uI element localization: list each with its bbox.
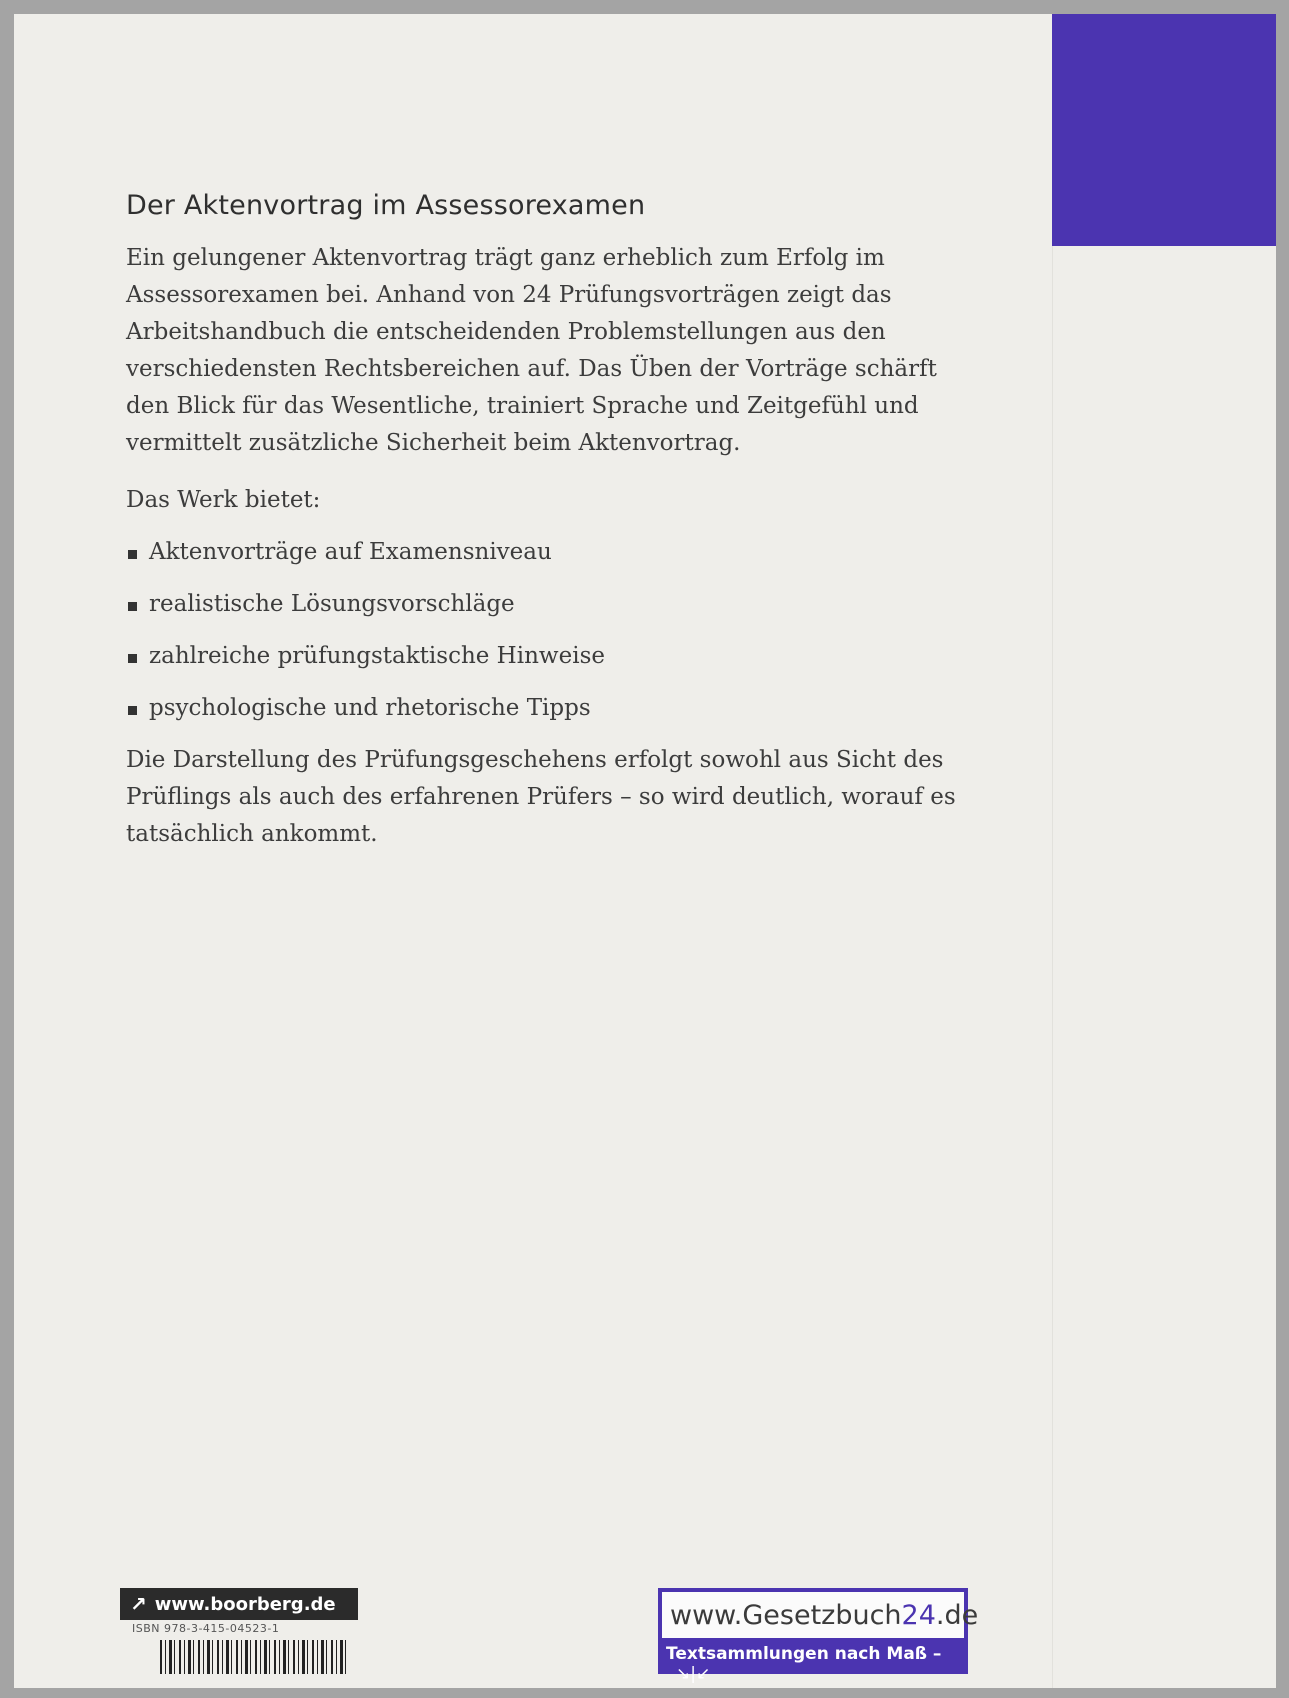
feature-text: zahlreiche prüfungstaktische Hinweise: [149, 643, 605, 669]
list-item: [126, 534, 605, 586]
features-intro: Das Werk bietet:: [126, 487, 321, 513]
ad-url-prefix: www.Gesetzbuch: [670, 1599, 902, 1631]
ad-url-number: 24: [901, 1599, 936, 1631]
ad-url: [662, 1592, 979, 1638]
list-item: [126, 586, 605, 638]
feature-text: realistische Lösungsvorschläge: [149, 591, 515, 617]
list-item: [126, 690, 605, 742]
publisher-url-banner: [120, 1588, 358, 1620]
list-item: [126, 638, 605, 690]
square-bullet-icon: [128, 550, 137, 559]
publisher-url: www.boorberg.de: [154, 1593, 336, 1615]
isbn-label: ISBN 978-3-415-04523-1: [132, 1622, 280, 1635]
feature-text: Aktenvorträge auf Examensniveau: [149, 539, 552, 565]
ad-tagline: [666, 1644, 968, 1684]
ad-tagline-mark: ↘|↙: [676, 1664, 711, 1684]
arrow-up-right-icon: ↗: [130, 1592, 147, 1616]
ad-url-suffix: .de: [935, 1599, 979, 1631]
spine-stripe: [1052, 14, 1276, 1688]
book-back-cover: [14, 14, 1276, 1688]
description-paragraph: Ein gelungener Aktenvortrag trägt ganz erheblich zum Erfolg im Assessorexamen bei. Anhand von 24 Prüfungsvorträgen zeigt das Arbeitshandbuch die entscheidenden Problemstellungen aus den verschiedensten Rechtsbereichen auf. Das Üben der Vorträge schärft den Blick für das Wesentliche, trainiert Sprache und Zeitgefühl und vermittelt zusätzliche Sicherheit beim Aktenvortrag.: [126, 245, 937, 456]
cover-title: Der Aktenvortrag im Assessorexamen: [126, 190, 646, 221]
feature-text: psychologische und rhetorische Tipps: [149, 695, 591, 721]
square-bullet-icon: [128, 706, 137, 715]
square-bullet-icon: [128, 654, 137, 663]
ad-tagline-text: Textsammlungen nach Maß –: [666, 1644, 942, 1664]
gesetzbuch-ad: [658, 1588, 979, 1684]
closing-paragraph: Die Darstellung des Prüfungsgeschehens erfolgt sowohl aus Sicht des Prüflings als auch des erfahrenen Prüfers – so wird deutlich, worauf es tatsächlich ankommt.: [126, 747, 956, 847]
accent-block: [1052, 14, 1276, 246]
barcode: [160, 1640, 350, 1674]
feature-list: [126, 534, 605, 742]
square-bullet-icon: [128, 602, 137, 611]
